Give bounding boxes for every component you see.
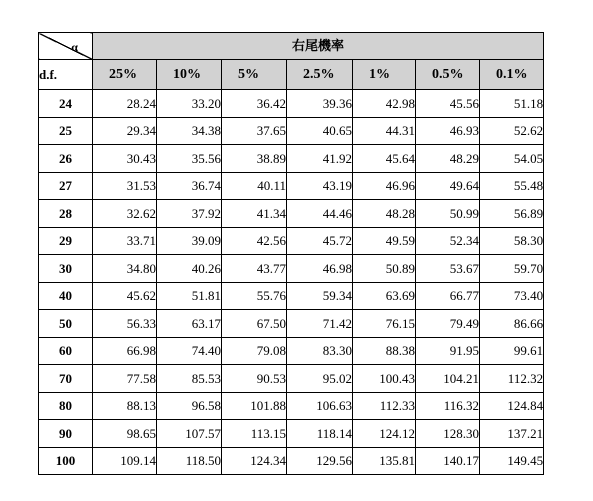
table-row: [39, 392, 544, 420]
df-label: d.f.: [39, 60, 93, 90]
table-row: [39, 282, 544, 310]
table-cell: 55.48: [480, 172, 544, 200]
table-cell: 51.81: [157, 282, 222, 310]
table-cell: 36.42: [222, 90, 287, 118]
table-cell: 109.14: [93, 447, 157, 475]
table-cell: 31.53: [93, 172, 157, 200]
table-cell: 74.40: [157, 337, 222, 365]
table-cell: 118.50: [157, 447, 222, 475]
table-cell: 73.40: [480, 282, 544, 310]
df-value: 24: [39, 90, 93, 118]
table-cell: 129.56: [287, 447, 353, 475]
table-cell: 28.24: [93, 90, 157, 118]
table-cell: 39.36: [287, 90, 353, 118]
table-cell: 67.50: [222, 310, 287, 338]
table-cell: 58.30: [480, 227, 544, 255]
df-value: 60: [39, 337, 93, 365]
table-cell: 32.62: [93, 200, 157, 228]
table-cell: 38.89: [222, 145, 287, 173]
column-header-5: 0.5%: [416, 60, 480, 90]
table-row: [39, 310, 544, 338]
table-row: [39, 447, 544, 475]
table-cell: 63.17: [157, 310, 222, 338]
table-cell: 36.74: [157, 172, 222, 200]
table-cell: 40.65: [287, 117, 353, 145]
table-cell: 79.49: [416, 310, 480, 338]
table-cell: 48.28: [353, 200, 416, 228]
df-value: 28: [39, 200, 93, 228]
column-header-3: 2.5%: [287, 60, 353, 90]
table-cell: 45.62: [93, 282, 157, 310]
table-cell: 48.29: [416, 145, 480, 173]
table-cell: 53.67: [416, 255, 480, 283]
table-cell: 43.77: [222, 255, 287, 283]
table-cell: 59.70: [480, 255, 544, 283]
alpha-label: α: [71, 40, 78, 54]
table-cell: 124.84: [480, 392, 544, 420]
table-cell: 66.77: [416, 282, 480, 310]
table-cell: 44.46: [287, 200, 353, 228]
df-value: 50: [39, 310, 93, 338]
column-header-4: 1%: [353, 60, 416, 90]
table-cell: 34.80: [93, 255, 157, 283]
table-cell: 42.56: [222, 227, 287, 255]
table-cell: 39.09: [157, 227, 222, 255]
df-value: 30: [39, 255, 93, 283]
table-cell: 118.14: [287, 420, 353, 448]
table-cell: 112.33: [353, 392, 416, 420]
table-cell: 112.32: [480, 365, 544, 393]
table-cell: 124.34: [222, 447, 287, 475]
column-header-2: 5%: [222, 60, 287, 90]
table-row: [39, 90, 544, 118]
table-row: [39, 255, 544, 283]
table-cell: 52.34: [416, 227, 480, 255]
table-cell: 56.89: [480, 200, 544, 228]
df-value: 40: [39, 282, 93, 310]
header-row-percent: [39, 60, 544, 90]
table-cell: 59.34: [287, 282, 353, 310]
table-row: [39, 227, 544, 255]
df-value: 26: [39, 145, 93, 173]
table-cell: 30.43: [93, 145, 157, 173]
table-cell: 51.18: [480, 90, 544, 118]
table-cell: 106.63: [287, 392, 353, 420]
table-cell: 33.71: [93, 227, 157, 255]
table-cell: 71.42: [287, 310, 353, 338]
table-cell: 90.53: [222, 365, 287, 393]
table-cell: 49.64: [416, 172, 480, 200]
table-cell: 124.12: [353, 420, 416, 448]
df-value: 27: [39, 172, 93, 200]
table-cell: 86.66: [480, 310, 544, 338]
table-cell: 40.11: [222, 172, 287, 200]
table-cell: 41.92: [287, 145, 353, 173]
table-cell: 37.92: [157, 200, 222, 228]
table-cell: 42.98: [353, 90, 416, 118]
table-cell: 91.95: [416, 337, 480, 365]
table-cell: 140.17: [416, 447, 480, 475]
table-cell: 135.81: [353, 447, 416, 475]
table-cell: 95.02: [287, 365, 353, 393]
table-row: [39, 420, 544, 448]
table-cell: 29.34: [93, 117, 157, 145]
table-cell: 116.32: [416, 392, 480, 420]
table-cell: 63.69: [353, 282, 416, 310]
df-value: 70: [39, 365, 93, 393]
table-cell: 98.65: [93, 420, 157, 448]
table-cell: 44.31: [353, 117, 416, 145]
df-value: 100: [39, 447, 93, 475]
table-row: [39, 172, 544, 200]
chi-square-table: [38, 32, 544, 475]
table-cell: 149.45: [480, 447, 544, 475]
table-cell: 96.58: [157, 392, 222, 420]
table-cell: 85.53: [157, 365, 222, 393]
table-cell: 49.59: [353, 227, 416, 255]
column-header-1: 10%: [157, 60, 222, 90]
df-value: 90: [39, 420, 93, 448]
table-cell: 76.15: [353, 310, 416, 338]
table-cell: 34.38: [157, 117, 222, 145]
table-cell: 66.98: [93, 337, 157, 365]
table-row: [39, 117, 544, 145]
table-cell: 79.08: [222, 337, 287, 365]
table-cell: 40.26: [157, 255, 222, 283]
table-row: [39, 337, 544, 365]
table-cell: 45.64: [353, 145, 416, 173]
corner-cell: [39, 33, 93, 60]
table-cell: 107.57: [157, 420, 222, 448]
table-cell: 50.89: [353, 255, 416, 283]
table-cell: 46.98: [287, 255, 353, 283]
table-cell: 137.21: [480, 420, 544, 448]
table-cell: 50.99: [416, 200, 480, 228]
table-cell: 35.56: [157, 145, 222, 173]
table-row: [39, 365, 544, 393]
table-cell: 101.88: [222, 392, 287, 420]
table-cell: 88.38: [353, 337, 416, 365]
table-row: [39, 200, 544, 228]
table-cell: 33.20: [157, 90, 222, 118]
table-cell: 100.43: [353, 365, 416, 393]
table-cell: 46.96: [353, 172, 416, 200]
table-cell: 77.58: [93, 365, 157, 393]
column-header-0: 25%: [93, 60, 157, 90]
table-cell: 99.61: [480, 337, 544, 365]
table-cell: 37.65: [222, 117, 287, 145]
table-cell: 83.30: [287, 337, 353, 365]
right-tail-probability-header: 右尾機率: [93, 33, 544, 60]
df-value: 80: [39, 392, 93, 420]
df-value: 29: [39, 227, 93, 255]
table-cell: 52.62: [480, 117, 544, 145]
table-cell: 128.30: [416, 420, 480, 448]
table-cell: 45.56: [416, 90, 480, 118]
df-value: 25: [39, 117, 93, 145]
table-cell: 54.05: [480, 145, 544, 173]
table-cell: 113.15: [222, 420, 287, 448]
table-cell: 55.76: [222, 282, 287, 310]
table-cell: 45.72: [287, 227, 353, 255]
column-header-6: 0.1%: [480, 60, 544, 90]
table-cell: 88.13: [93, 392, 157, 420]
table-cell: 43.19: [287, 172, 353, 200]
header-row-group: [39, 33, 544, 60]
table-cell: 56.33: [93, 310, 157, 338]
table-cell: 46.93: [416, 117, 480, 145]
table-row: [39, 145, 544, 173]
table-cell: 41.34: [222, 200, 287, 228]
table-cell: 104.21: [416, 365, 480, 393]
